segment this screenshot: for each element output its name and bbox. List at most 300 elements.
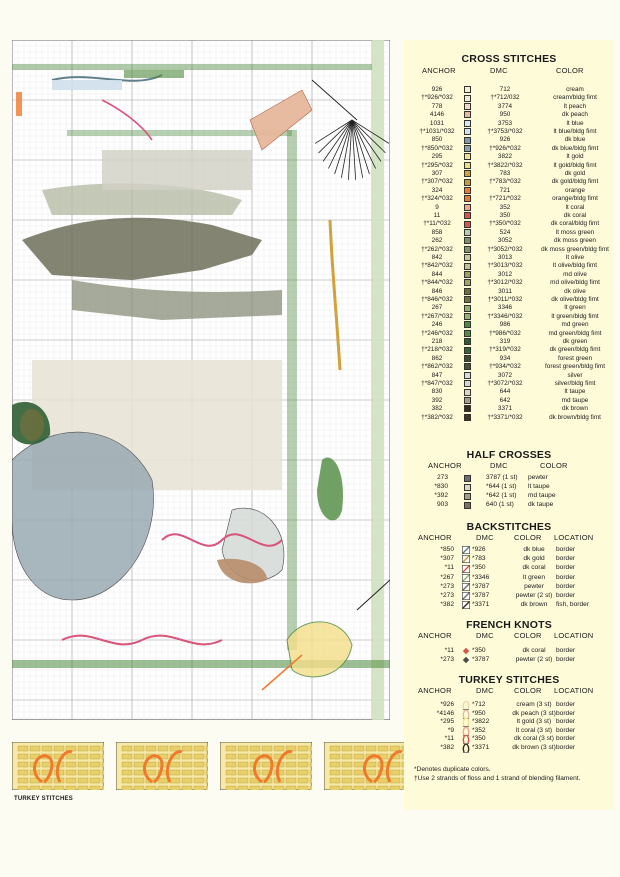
color-name: lt green/bldg fimt <box>551 312 599 320</box>
cross-stitch-row <box>404 380 614 388</box>
color-name: lt moss green <box>555 228 595 236</box>
cross-stitch-row <box>404 212 614 220</box>
french-knots-color-header: COLOR <box>514 631 542 640</box>
dmc-number: †*3753/*032 <box>487 128 523 135</box>
anchor-number: 844 <box>431 270 443 278</box>
turkey-stitch-row <box>404 727 614 735</box>
cross-stitch-row <box>404 136 614 144</box>
dmc-number: *350 <box>472 735 486 743</box>
dmc-number: †*783/*032 <box>489 178 521 186</box>
dmc-number: *712 <box>472 701 486 708</box>
cross-stitch-row <box>404 321 614 329</box>
anchor-number: *9 <box>447 726 454 734</box>
color-name: lt coral <box>565 203 585 211</box>
backstitch-row <box>404 564 614 572</box>
dmc-number: 642 <box>499 396 511 404</box>
anchor-number: 1031 <box>429 119 445 127</box>
backstitch-line-icon <box>462 583 470 591</box>
location: border <box>556 582 576 590</box>
dmc-number: 3012 <box>497 270 513 278</box>
anchor-number: 9 <box>435 203 439 211</box>
color-name: lt gold <box>566 153 584 161</box>
cross-stitch-row <box>404 262 614 270</box>
anchor-number: 267 <box>431 304 443 312</box>
dmc-number: 986 <box>499 321 511 329</box>
location: fish, border <box>556 601 589 609</box>
cross-stitch-row <box>404 388 614 396</box>
color-name: dk brown (3 st) <box>512 744 556 751</box>
dmc-number: 3011 <box>498 287 512 295</box>
dmc-number: 3753 <box>497 119 513 127</box>
dmc-number: 926 <box>499 136 511 144</box>
color-name: pewter <box>528 474 548 481</box>
dmc-number: 3013 <box>497 254 513 261</box>
color-name: dk green/bldg fimt <box>549 346 601 354</box>
anchor-number: 11 <box>433 212 441 219</box>
dmc-number: †*721/*032 <box>489 195 521 203</box>
blending-filament-note: †Use 2 strands of floss and 1 strand of blending filament. <box>414 775 581 782</box>
french-knots-location-header: LOCATION <box>554 631 594 640</box>
location: border <box>556 718 576 726</box>
cross-stitch-row <box>404 187 614 195</box>
color-name: lt olive <box>565 254 585 261</box>
cross-stitch-row <box>404 363 614 371</box>
anchor-number: †*850/*032 <box>421 144 453 152</box>
anchor-number: †*11/*032 <box>423 220 451 228</box>
dmc-number: 3774 <box>497 102 513 110</box>
cross-stitch-row <box>404 94 614 102</box>
color-name: lt peach <box>563 102 587 110</box>
color-name: lt olive/bldg fimt <box>552 262 598 270</box>
color-name: dk blue <box>523 546 545 553</box>
backstitch-line-icon <box>462 601 470 609</box>
cross-stitch-row <box>404 229 614 237</box>
turkey-loop-icon <box>462 727 470 735</box>
backstitch-row <box>404 574 614 582</box>
turkey-stitch-diagram-4 <box>324 742 416 790</box>
color-name: dk peach <box>562 111 588 119</box>
anchor-number: 926 <box>431 86 443 93</box>
color-name: silver/bldg fimt <box>554 380 596 387</box>
dmc-number: *3371 <box>472 744 490 751</box>
anchor-number: *850 <box>440 546 454 553</box>
cross-stitch-row <box>404 397 614 405</box>
half-cross-row <box>404 492 614 500</box>
cross-stitches-title: CROSS STITCHES <box>461 53 557 65</box>
anchor-number: *392 <box>434 492 448 499</box>
color-name: cream <box>566 86 584 93</box>
color-name: dk green <box>562 338 588 345</box>
anchor-number: 862 <box>431 354 443 362</box>
dmc-number: *350 <box>472 564 486 572</box>
color-name: lt gold/bldg fimt <box>553 161 597 169</box>
color-name: lt gold (3 st) <box>516 718 552 726</box>
half-cross-row <box>404 483 614 491</box>
anchor-number: 392 <box>431 396 443 404</box>
half-cross-symbol-icon <box>464 502 471 509</box>
cross-stitch-row <box>404 103 614 111</box>
anchor-number: *11 <box>444 735 454 743</box>
color-name: lt coral (3 st) <box>515 726 553 734</box>
location: border <box>556 701 576 708</box>
turkey-stitches-anchor-header: ANCHOR <box>418 686 452 695</box>
color-name: cream (3 st) <box>516 701 552 708</box>
turkey-stitches-caption: TURKEY STITCHES <box>14 796 73 802</box>
color-name: dk brown <box>562 405 588 413</box>
anchor-number: 307 <box>431 170 443 177</box>
location: border <box>556 555 576 563</box>
anchor-number: *273 <box>440 656 454 664</box>
backstitch-row <box>404 546 614 554</box>
dmc-number: 721 <box>499 186 511 194</box>
cross-stitch-row <box>404 405 614 413</box>
dmc-number: 950 <box>499 111 511 119</box>
dmc-number: *350 <box>472 647 486 654</box>
color-name: dk blue/bldg fimt <box>551 144 599 152</box>
anchor-number: †*862/*032 <box>421 363 453 371</box>
dmc-number: †*3371/*032 <box>487 413 523 421</box>
anchor-number: *11 <box>444 647 454 654</box>
dmc-number: 644 <box>499 388 511 396</box>
half-crosses-dmc-header: DMC <box>490 461 508 470</box>
cross-stitch-row <box>404 313 614 321</box>
half-crosses-title: HALF CROSSES <box>466 449 552 461</box>
anchor-number: †*842/*032 <box>421 262 453 270</box>
anchor-number: 903 <box>436 501 448 508</box>
backstitches-anchor-header: ANCHOR <box>418 533 452 542</box>
backstitch-line-icon <box>462 574 470 582</box>
half-cross-row <box>404 501 614 509</box>
half-cross-symbol-icon <box>464 475 471 482</box>
color-name: lt blue <box>566 119 584 127</box>
cross-stitch-chart <box>12 40 390 720</box>
dmc-number: 352 <box>499 203 511 211</box>
color-name: dk olive/bldg fimt <box>551 296 599 303</box>
color-name: dk coral (3 st) <box>514 735 554 743</box>
anchor-number: †*295/*032 <box>421 161 453 169</box>
color-name: dk coral <box>563 212 587 219</box>
location: border <box>556 647 576 654</box>
french-knots-dmc-header: DMC <box>476 631 494 640</box>
turkey-loop-icon <box>462 718 470 726</box>
cross-stitch-row <box>404 288 614 296</box>
color-name: md olive <box>563 270 587 278</box>
color-name: orange <box>565 186 585 194</box>
anchor-number: 324 <box>431 186 443 194</box>
anchor-number: 842 <box>431 254 443 261</box>
dmc-number: †*3012/*032 <box>487 279 523 287</box>
cross-stitch-row <box>404 296 614 304</box>
cross-stitch-row <box>404 178 614 186</box>
cross-stitch-row <box>404 204 614 212</box>
cross-stitch-row <box>404 111 614 119</box>
cross-stitch-row <box>404 414 614 422</box>
cross-stitch-row <box>404 237 614 245</box>
anchor-number: †*382/*032 <box>421 413 453 421</box>
dmc-number: †*712/032 <box>490 94 520 102</box>
dmc-number: †*3822/*032 <box>487 161 523 169</box>
anchor-number: *4146 <box>436 709 454 717</box>
anchor-number: *11 <box>444 564 454 572</box>
color-name: lt blue/bldg fimt <box>553 128 597 135</box>
cross-stitch-row <box>404 279 614 287</box>
color-name: dk olive <box>564 287 586 295</box>
anchor-number: †*307/*032 <box>421 178 453 186</box>
anchor-number: 778 <box>431 102 443 110</box>
anchor-number: *926 <box>440 701 454 708</box>
half-cross-symbol-icon <box>464 493 471 500</box>
french-knots-title: FRENCH KNOTS <box>466 619 552 631</box>
anchor-number: *307 <box>440 555 454 563</box>
anchor-number: †*1031/*032 <box>419 128 455 135</box>
french-knots-anchor-header: ANCHOR <box>418 631 452 640</box>
cross-stitch-row <box>404 86 614 94</box>
dmc-number: 3346 <box>497 304 513 312</box>
turkey-stitch-diagram-2 <box>116 742 208 790</box>
location: border <box>556 592 576 599</box>
backstitch-line-icon <box>462 592 470 600</box>
color-name: dk blue <box>564 136 586 144</box>
french-knot-row <box>404 647 614 655</box>
cross-stitch-row <box>404 128 614 136</box>
anchor-number: 273 <box>436 474 448 481</box>
dmc-number: *3787 <box>472 582 490 590</box>
location: border <box>556 709 576 717</box>
duplicate-colors-note: *Denotes duplicate colors. <box>414 766 491 773</box>
color-name: md taupe <box>561 396 589 404</box>
dmc-number: *3822 <box>472 718 490 726</box>
color-name: dk gold <box>523 555 545 563</box>
backstitch-line-icon <box>462 555 470 563</box>
location: border <box>556 744 576 751</box>
dmc-number: *950 <box>472 709 486 717</box>
color-name: lt green <box>564 304 586 312</box>
backstitch-row <box>404 555 614 563</box>
dmc-number: †*986/*032 <box>489 329 521 337</box>
turkey-stitch-row <box>404 735 614 743</box>
color-name: md green <box>561 321 589 329</box>
turkey-loop-icon <box>462 701 470 709</box>
half-cross-symbol-icon <box>464 484 471 491</box>
cross-stitch-row <box>404 120 614 128</box>
anchor-number: 382 <box>431 405 443 413</box>
turkey-stitch-row <box>404 744 614 752</box>
french-knot-dot-icon <box>462 647 470 655</box>
color-name: lt taupe <box>528 483 550 490</box>
dmc-number: 640 (1 st) <box>486 501 514 508</box>
anchor-number: *382 <box>440 601 454 609</box>
turkey-stitches-dmc-header: DMC <box>476 686 494 695</box>
color-name: dk peach (3 st) <box>512 709 556 717</box>
cross-stitch-row <box>404 271 614 279</box>
anchor-number: *273 <box>440 592 454 599</box>
dmc-number: 783 <box>499 170 511 177</box>
cross-stitch-row <box>404 330 614 338</box>
dmc-number: *352 <box>472 726 486 734</box>
cross-stitches-anchor-header: ANCHOR <box>422 66 456 75</box>
color-name: forest green/bldg fimt <box>544 363 606 371</box>
dmc-number: 350 <box>499 212 511 219</box>
turkey-loop-icon <box>462 710 470 718</box>
chart-grid <box>12 40 390 720</box>
cross-stitch-row <box>404 195 614 203</box>
dmc-number: †*3346/*032 <box>487 312 523 320</box>
dmc-number: 3787 (1 st) <box>486 474 518 481</box>
color-name: dk gold <box>564 170 586 177</box>
dmc-number: *3787 <box>472 592 490 599</box>
dmc-number: *3371 <box>472 601 490 609</box>
dmc-number: 3371 <box>497 405 513 413</box>
dmc-number: †*3011/*032 <box>487 296 523 303</box>
backstitch-row <box>404 583 614 591</box>
location: border <box>556 726 576 734</box>
color-name: pewter (2 st) <box>515 656 553 664</box>
color-name: md olive/bldg fimt <box>550 279 600 287</box>
anchor-number: 262 <box>431 237 443 245</box>
anchor-number: †*246/*032 <box>421 329 453 337</box>
cross-stitch-row <box>404 246 614 254</box>
backstitches-title: BACKSTITCHES <box>466 521 552 533</box>
anchor-number: *267 <box>440 573 454 581</box>
dmc-number: *783 <box>472 555 486 563</box>
dmc-number: †*3072/*032 <box>487 380 523 387</box>
anchor-number: *295 <box>440 718 454 726</box>
anchor-number: 846 <box>431 287 443 295</box>
backstitches-color-header: COLOR <box>514 533 542 542</box>
dmc-number: *926 <box>472 546 486 553</box>
half-crosses-color-header: COLOR <box>540 461 568 470</box>
cross-stitch-row <box>404 153 614 161</box>
color-name: orange/bldg fimt <box>552 195 598 203</box>
dmc-number: *3787 <box>472 656 490 664</box>
dmc-number: 712 <box>499 86 511 93</box>
color-name: cream/bldg fimt <box>553 94 597 102</box>
backstitch-line-icon <box>462 546 470 554</box>
dmc-number: 3072 <box>497 371 513 379</box>
dmc-number: 319 <box>499 338 511 345</box>
cross-stitch-row <box>404 304 614 312</box>
cross-stitch-row <box>404 338 614 346</box>
dmc-number: †*934/*032 <box>489 363 521 371</box>
anchor-number: †*847/*032 <box>421 380 453 387</box>
location: border <box>556 735 576 743</box>
dmc-number: †*926/*032 <box>489 144 521 152</box>
anchor-number: *273 <box>440 582 454 590</box>
anchor-number: 858 <box>431 228 443 236</box>
turkey-loop-icon <box>462 744 470 752</box>
cross-stitch-row <box>404 254 614 262</box>
turkey-stitch-diagrams <box>12 742 416 790</box>
color-name: dk moss green <box>554 237 596 245</box>
location: border <box>556 564 576 572</box>
dmc-number: *642 (1 st) <box>486 492 517 499</box>
turkey-stitch-row <box>404 710 614 718</box>
anchor-number: †*926/*032 <box>421 94 453 102</box>
color-name: dk brown/bldg fimt <box>549 413 601 421</box>
anchor-number: †*262/*032 <box>421 245 453 253</box>
dmc-number: 3052 <box>497 237 513 245</box>
turkey-stitch-diagram-1 <box>12 742 104 790</box>
color-name: dk coral/bldg fimt <box>550 220 600 228</box>
cross-stitch-row <box>404 346 614 354</box>
anchor-number: 4146 <box>429 111 445 119</box>
turkey-stitch-row <box>404 718 614 726</box>
anchor-number: 218 <box>431 338 443 345</box>
color-name: dk brown <box>520 601 548 609</box>
color-name: dk moss green/bldg fimt <box>541 245 609 253</box>
turkey-stitches-title: TURKEY STITCHES <box>458 674 560 686</box>
half-crosses-anchor-header: ANCHOR <box>428 461 462 470</box>
cross-stitches-dmc-header: DMC <box>490 66 508 75</box>
color-name: lt green <box>523 573 545 581</box>
color-key-panel <box>404 40 614 810</box>
backstitches-dmc-header: DMC <box>476 533 494 542</box>
location: border <box>556 573 576 581</box>
color-name: dk gold/bldg fimt <box>551 178 599 186</box>
turkey-stitch-diagram-3 <box>220 742 312 790</box>
anchor-number: 830 <box>431 388 443 396</box>
anchor-number: †*324/*032 <box>421 195 453 203</box>
turkey-stitches-color-header: COLOR <box>514 686 542 695</box>
anchor-number: *830 <box>434 483 448 490</box>
location: border <box>556 656 576 664</box>
cross-stitch-row <box>404 145 614 153</box>
anchor-number: 847 <box>431 371 443 379</box>
dmc-number: *644 (1 st) <box>486 483 517 490</box>
anchor-number: 246 <box>431 321 443 329</box>
dmc-number: †*319/*032 <box>489 346 521 354</box>
cross-stitch-row <box>404 162 614 170</box>
dmc-number: *3346 <box>472 573 490 581</box>
half-cross-row <box>404 474 614 482</box>
dmc-number: 524 <box>499 228 511 236</box>
backstitch-row <box>404 601 614 609</box>
color-name: lt taupe <box>564 388 586 396</box>
backstitch-row <box>404 592 614 600</box>
location: border <box>556 546 576 553</box>
backstitch-line-icon <box>462 565 470 573</box>
cross-stitches-color-header: COLOR <box>556 66 584 75</box>
turkey-stitches-location-header: LOCATION <box>554 686 594 695</box>
color-name: silver <box>567 371 583 379</box>
french-knot-dot-icon <box>462 656 470 664</box>
color-name: pewter (2 st) <box>515 592 553 599</box>
color-name: md taupe <box>528 492 556 499</box>
cross-stitch-row <box>404 220 614 228</box>
anchor-number: †*846/*032 <box>421 296 453 303</box>
anchor-number: †*844/*032 <box>421 279 453 287</box>
color-name: forest green <box>557 354 593 362</box>
dmc-number: †*3052/*032 <box>487 245 523 253</box>
anchor-number: †*218/*032 <box>421 346 453 354</box>
turkey-loop-icon <box>462 735 470 743</box>
cross-stitch-row <box>404 372 614 380</box>
color-name: dk coral <box>522 564 546 572</box>
anchor-number: 295 <box>431 153 443 161</box>
turkey-stitch-row <box>404 701 614 709</box>
dmc-number: †*350/*032 <box>489 220 521 228</box>
dmc-number: †*3013/*032 <box>487 262 523 270</box>
dmc-number: 934 <box>499 354 511 362</box>
dmc-number: 3822 <box>497 153 513 161</box>
french-knot-row <box>404 656 614 664</box>
color-name: dk taupe <box>528 501 554 508</box>
color-name: pewter <box>524 582 544 590</box>
anchor-number: *382 <box>440 744 454 751</box>
anchor-number: †*267/*032 <box>421 312 453 320</box>
anchor-number: 850 <box>431 136 443 144</box>
cross-stitch-row <box>404 170 614 178</box>
